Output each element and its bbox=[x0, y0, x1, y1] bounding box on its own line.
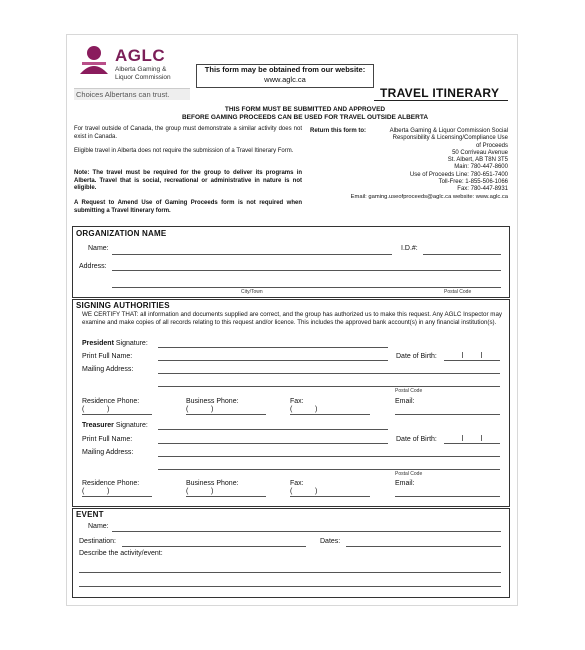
org-city-field[interactable] bbox=[112, 287, 501, 288]
treasurer-mailing-field-2[interactable] bbox=[158, 469, 500, 470]
president-dob-field[interactable] bbox=[444, 360, 500, 361]
treasurer-fax-area-close: ) bbox=[315, 488, 318, 495]
president-fax-label: Fax: bbox=[290, 398, 304, 405]
event-name-field[interactable] bbox=[112, 531, 501, 532]
organization-title: ORGANIZATION NAME bbox=[76, 229, 167, 238]
president-email-label: Email: bbox=[395, 398, 415, 405]
president-res-area-close: ) bbox=[107, 406, 110, 413]
intro-amend: A Request to Amend Use of Gaming Proceeds form is not required when submitting a Travel Itinerary form. bbox=[74, 200, 302, 214]
event-describe-field-1[interactable] bbox=[79, 572, 501, 573]
president-fax-area-open: ( bbox=[290, 406, 293, 413]
event-describe-field-2[interactable] bbox=[79, 586, 501, 587]
org-id-label: I.D.#: bbox=[401, 245, 418, 252]
president-bus-area-open: ( bbox=[186, 406, 189, 413]
signing-title: SIGNING AUTHORITIES bbox=[76, 301, 170, 310]
treasurer-dob-label: Date of Birth: bbox=[396, 436, 437, 443]
president-name-field[interactable] bbox=[158, 360, 388, 361]
logo-subtitle: Alberta Gaming & Liquor Commission bbox=[115, 66, 171, 81]
treasurer-fax-field[interactable] bbox=[290, 496, 370, 497]
page-title: TRAVEL ITINERARY bbox=[380, 86, 500, 100]
org-name-label: Name: bbox=[88, 245, 109, 252]
event-describe-label: Describe the activity/event: bbox=[79, 550, 163, 557]
president-residence-phone-field[interactable] bbox=[82, 414, 152, 415]
treasurer-res-area-close: ) bbox=[107, 488, 110, 495]
logo-name: AGLC bbox=[115, 46, 166, 65]
event-title: EVENT bbox=[76, 510, 104, 519]
treasurer-signature-label: Treasurer Signature: bbox=[82, 422, 148, 429]
president-business-phone-field[interactable] bbox=[186, 414, 266, 415]
president-mailing-label: Mailing Address: bbox=[82, 366, 134, 373]
org-id-field[interactable] bbox=[423, 254, 501, 255]
president-signature-field[interactable] bbox=[158, 347, 388, 348]
event-destination-field[interactable] bbox=[122, 546, 306, 547]
intro-para-canada: For travel outside of Canada, the group must demonstrate a similar activity does not exist in Canada. bbox=[74, 126, 302, 140]
treasurer-fax-label: Fax: bbox=[290, 480, 304, 487]
treasurer-business-phone-label: Business Phone: bbox=[186, 480, 239, 487]
return-address: Alberta Gaming & Liquor Commission Social Responsibility & Licensing/Compliance Use of Proceeds 50 Corriveau Avenue St. Albert, AB T8N 3T5 Main: 780-447-8600 Use of Proceeds Line: 780-651-7400 Toll-Free: 1-855-506-1066 Fax: 780-447-8931 bbox=[389, 128, 508, 193]
website-notice: This form may be obtained from our website: www.aglc.ca bbox=[196, 64, 374, 88]
return-label: Return this form to: bbox=[310, 128, 366, 134]
org-address-field[interactable] bbox=[112, 270, 501, 271]
submission-notice: THIS FORM MUST BE SUBMITTED AND APPROVED BEFORE GAMING PROCEEDS CAN BE USED FOR TRAVEL OUTSIDE ALBERTA bbox=[181, 106, 429, 121]
treasurer-email-label: Email: bbox=[395, 480, 415, 487]
aglc-logo-icon bbox=[76, 44, 112, 80]
event-destination-label: Destination: bbox=[79, 538, 116, 545]
treasurer-dob-field[interactable] bbox=[444, 443, 500, 444]
president-res-area-open: ( bbox=[82, 406, 85, 413]
president-signature-label: President Signature: bbox=[82, 340, 148, 347]
president-bus-area-close: ) bbox=[211, 406, 214, 413]
president-postal-caption: Postal Code bbox=[395, 388, 423, 394]
treasurer-postal-caption: Postal Code bbox=[395, 471, 423, 477]
president-fax-area-close: ) bbox=[315, 406, 318, 413]
treasurer-bus-area-open: ( bbox=[186, 488, 189, 495]
treasurer-residence-phone-label: Residence Phone: bbox=[82, 480, 140, 487]
org-city-caption: City/Town bbox=[241, 289, 263, 295]
treasurer-fax-area-open: ( bbox=[290, 488, 293, 495]
title-underline bbox=[374, 100, 508, 101]
tagline: Choices Albertans can trust. bbox=[74, 88, 190, 100]
event-dates-field[interactable] bbox=[346, 546, 501, 547]
treasurer-mailing-field[interactable] bbox=[158, 456, 500, 457]
contact-info[interactable]: Email: gaming.useofproceeds@aglc.ca website: www.aglc.ca bbox=[350, 194, 508, 200]
org-address-label: Address: bbox=[79, 263, 107, 270]
org-name-field[interactable] bbox=[112, 254, 392, 255]
president-dob-label: Date of Birth: bbox=[396, 353, 437, 360]
treasurer-residence-phone-field[interactable] bbox=[82, 496, 152, 497]
event-name-label: Name: bbox=[88, 523, 109, 530]
certify-statement: WE CERTIFY THAT: all information and documents supplied are correct, and the group has authorized us to make this request. Any AGLC Inspector may examine and make copies of all records relating to this request and/or licence. This includes the approved bank account(s) in any financial institution(s). bbox=[82, 311, 502, 326]
president-fax-field[interactable] bbox=[290, 414, 370, 415]
event-dates-label: Dates: bbox=[320, 538, 341, 545]
president-mailing-field-2[interactable] bbox=[158, 386, 500, 387]
president-email-field[interactable] bbox=[395, 414, 500, 415]
treasurer-res-area-open: ( bbox=[82, 488, 85, 495]
president-residence-phone-label: Residence Phone: bbox=[82, 398, 140, 405]
intro-para-alberta: Eligible travel in Alberta does not require the submission of a Travel Itinerary Form. bbox=[74, 148, 294, 154]
president-business-phone-label: Business Phone: bbox=[186, 398, 239, 405]
treasurer-email-field[interactable] bbox=[395, 496, 500, 497]
president-mailing-field[interactable] bbox=[158, 373, 500, 374]
treasurer-bus-area-close: ) bbox=[211, 488, 214, 495]
president-name-label: Print Full Name: bbox=[82, 353, 133, 360]
treasurer-name-field[interactable] bbox=[158, 443, 388, 444]
treasurer-mailing-label: Mailing Address: bbox=[82, 449, 134, 456]
intro-note: Note: The travel must be required for the group to deliver its programs in Alberta. Travel that is social, recreational or administrative in nature is not eligible. bbox=[74, 170, 302, 191]
treasurer-name-label: Print Full Name: bbox=[82, 436, 133, 443]
treasurer-signature-field[interactable] bbox=[158, 429, 388, 430]
org-postal-caption: Postal Code bbox=[444, 289, 472, 295]
treasurer-business-phone-field[interactable] bbox=[186, 496, 266, 497]
